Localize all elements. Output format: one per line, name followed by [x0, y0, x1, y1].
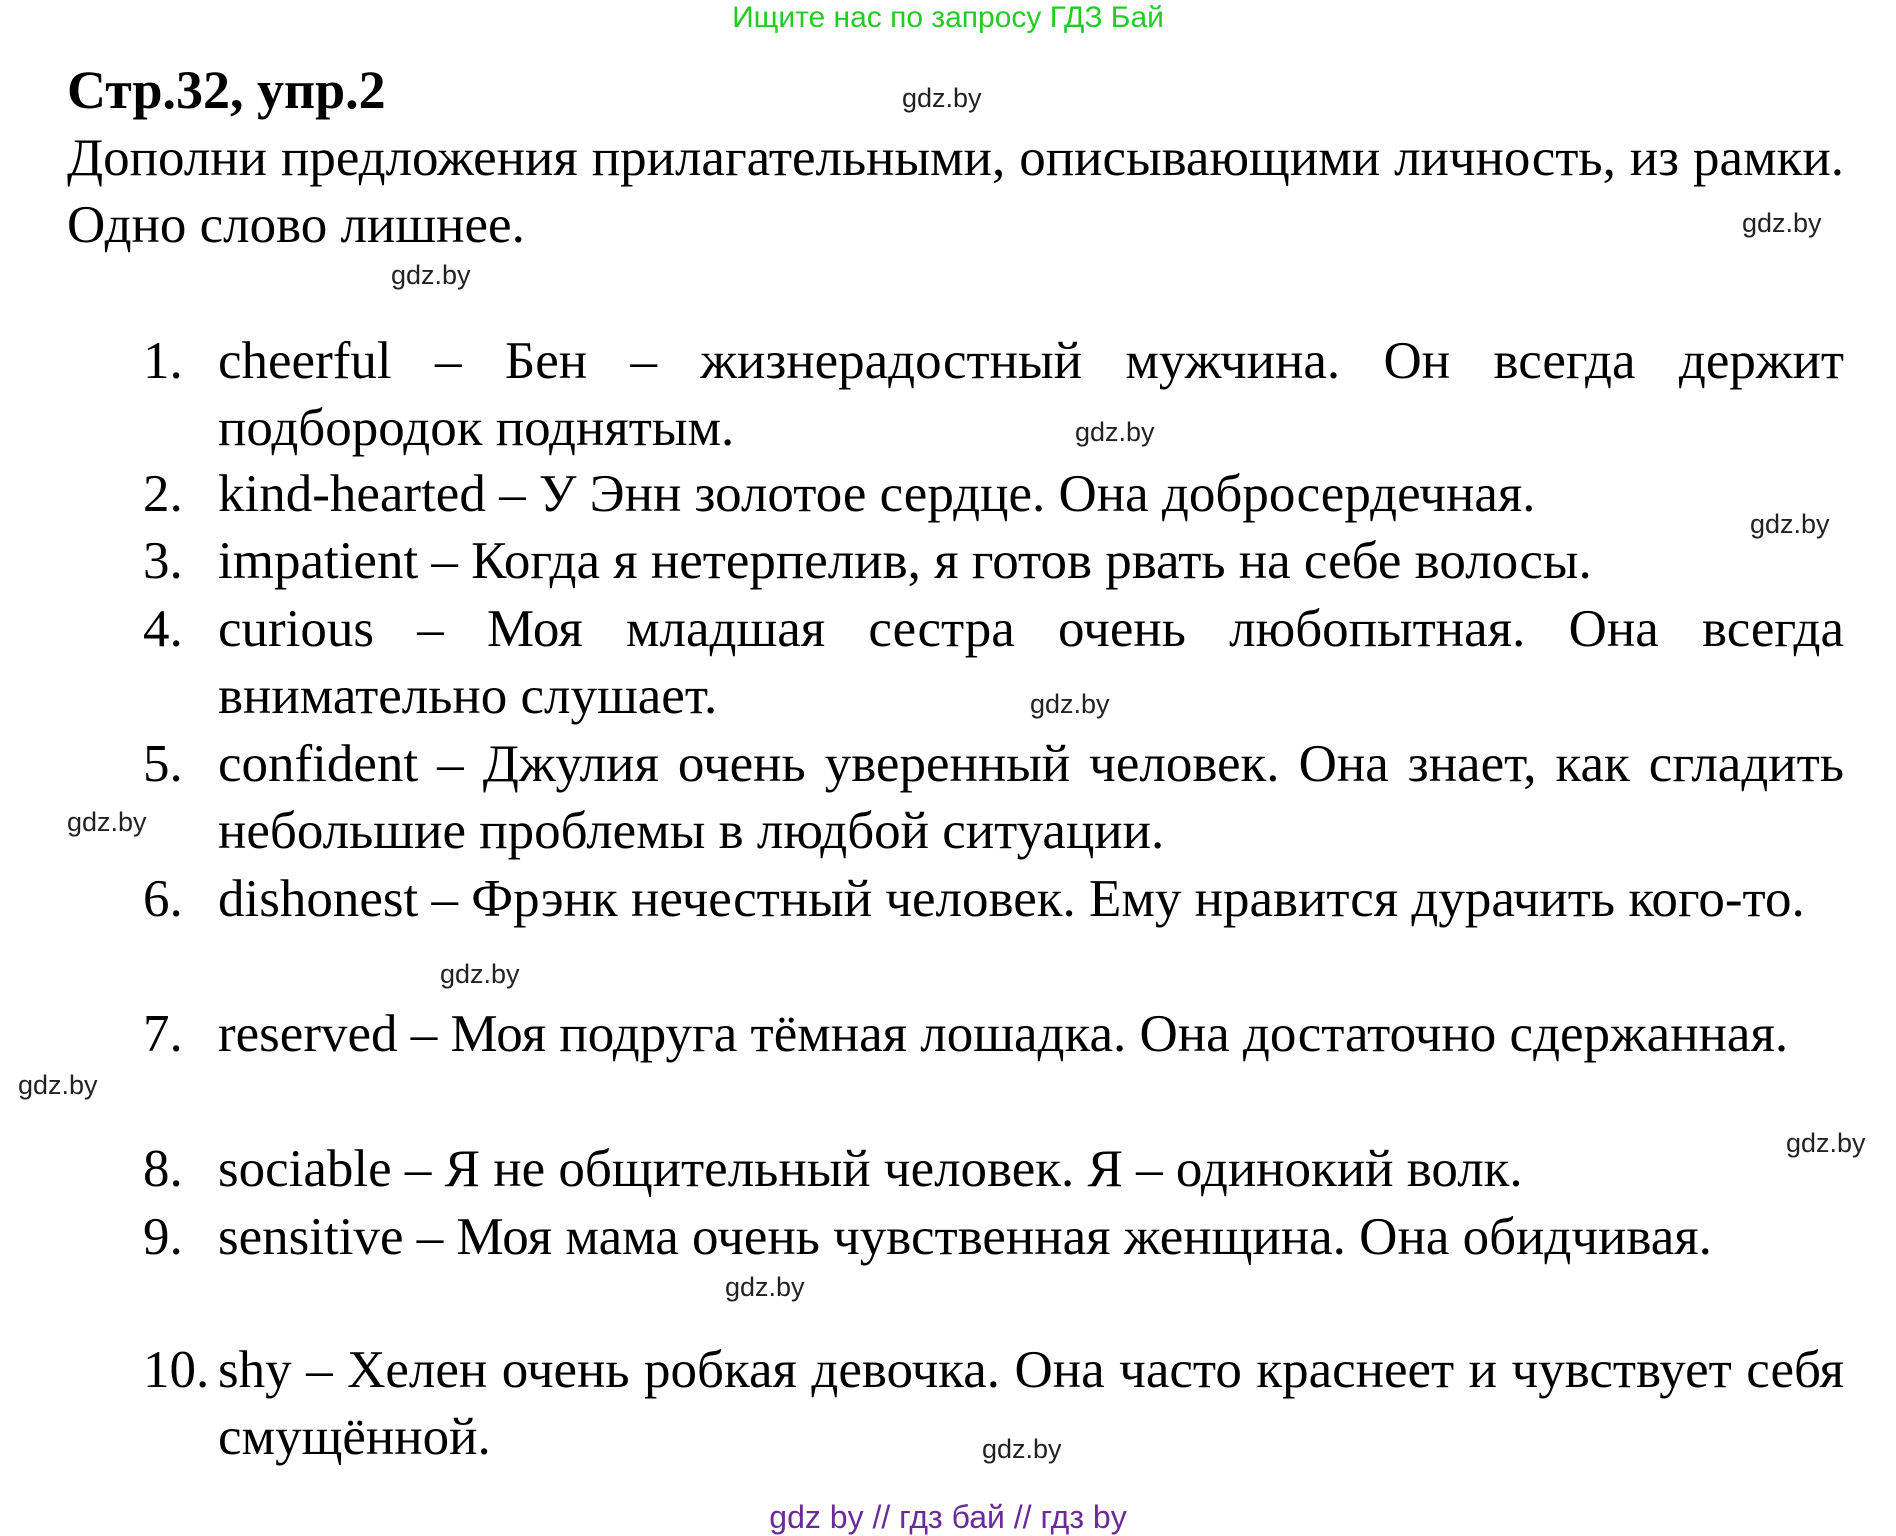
item-number: 6.: [143, 870, 183, 928]
watermark: gdz.by: [1786, 1128, 1866, 1158]
watermark: gdz.by: [725, 1272, 805, 1302]
item-number: 7.: [143, 1005, 183, 1063]
item-text: confident – Джулия очень уверенный человек. Она знает, как сгладить небольшие проблемы в людбой ситуации.: [218, 735, 1844, 860]
watermark: gdz.by: [391, 260, 471, 290]
watermark: gdz.by: [1742, 208, 1822, 238]
item-number: 4.: [143, 600, 183, 658]
watermark: gdz.by: [67, 807, 147, 837]
list-item: [143, 528, 1844, 595]
item-number: 9.: [143, 1208, 183, 1266]
task-instruction: Дополни предложения прилагательными, описывающими личность, из рамки. Одно слово лишнее.: [67, 129, 1844, 254]
watermark: gdz.by: [1075, 417, 1155, 447]
watermark: gdz.by: [902, 83, 982, 113]
watermark: gdz.by: [1030, 689, 1110, 719]
list-item: [143, 1136, 1844, 1203]
list-item: [143, 596, 1844, 730]
list-item: [143, 1204, 1844, 1271]
watermark: gdz.by: [440, 959, 520, 989]
watermark: gdz.by: [1750, 509, 1830, 539]
item-text: curious – Моя младшая сестра очень любопытная. Она всегда внимательно слушает.: [218, 600, 1844, 725]
list-item: [143, 1001, 1844, 1068]
item-number: 8.: [143, 1140, 183, 1198]
list-item: [143, 461, 1844, 528]
item-text: shy – Хелен очень робкая девочка. Она часто краснеет и чувствует себя смущённой.: [218, 1341, 1844, 1466]
item-text: dishonest – Фрэнк нечестный человек. Ему нравится дурачить кого-то.: [218, 870, 1805, 928]
item-number: 1.: [143, 332, 183, 390]
item-text: kind-hearted – У Энн золотое сердце. Она добросердечная.: [218, 465, 1536, 523]
item-number: 5.: [143, 735, 183, 793]
watermark: gdz.by: [982, 1434, 1062, 1464]
footer-links[interactable]: gdz by // гдз бай // гдз by: [769, 1499, 1127, 1535]
item-number: 3.: [143, 532, 183, 590]
item-text: sociable – Я не общительный человек. Я – одинокий волк.: [218, 1140, 1523, 1198]
list-item: [143, 328, 1844, 462]
list-item: [143, 866, 1844, 933]
item-number: 10.: [143, 1341, 210, 1399]
watermark: gdz.by: [18, 1070, 98, 1100]
search-banner: Ищите нас по запросу ГДЗ Бай: [732, 1, 1164, 34]
item-text: reserved – Моя подруга тёмная лошадка. Она достаточно сдержанная.: [218, 1005, 1789, 1063]
list-item: [143, 731, 1844, 865]
item-text: cheerful – Бен – жизнерадостный мужчина. Он всегда держит подбородок поднятым.: [218, 332, 1844, 457]
page-title: Стр.32, упр.2: [67, 60, 386, 120]
item-text: sensitive – Моя мама очень чувственная женщина. Она обидчивая.: [218, 1208, 1712, 1266]
item-number: 2.: [143, 465, 183, 523]
item-text: impatient – Когда я нетерпелив, я готов рвать на себе волосы.: [218, 532, 1592, 590]
